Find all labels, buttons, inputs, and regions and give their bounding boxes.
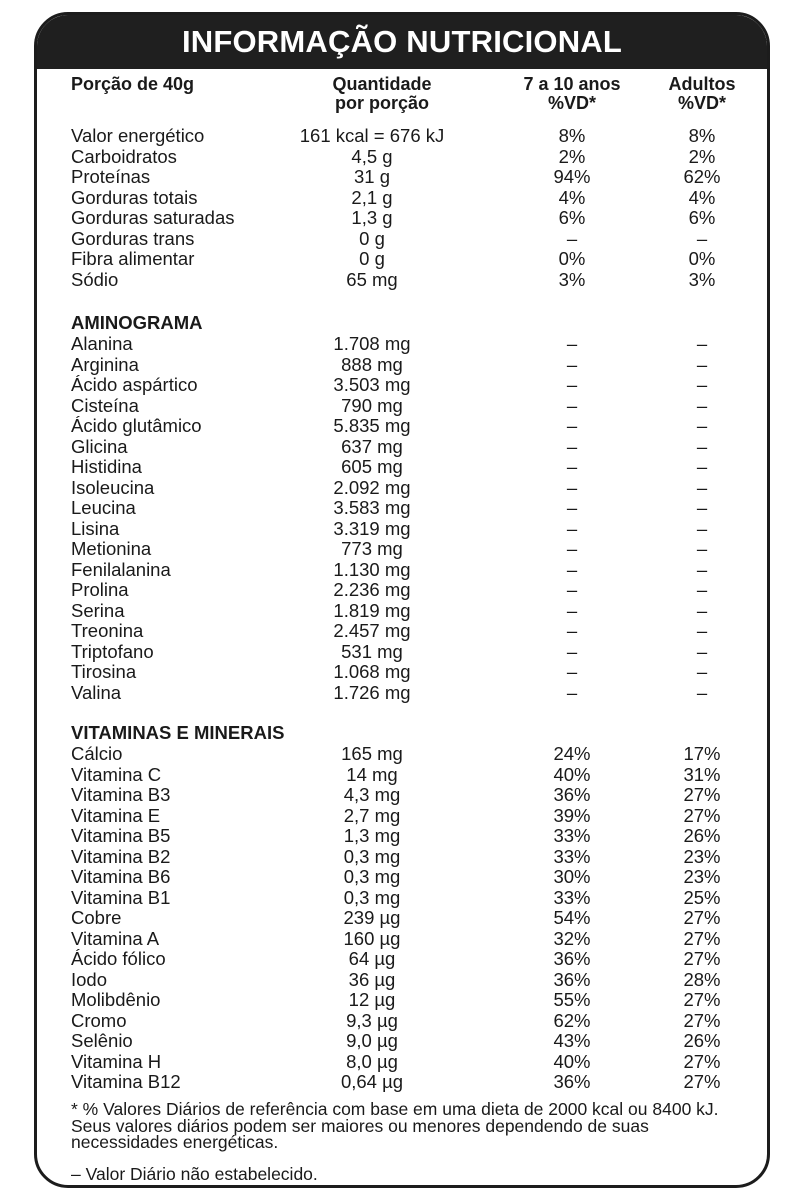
kids-dv-value: 24% — [553, 743, 591, 764]
kids-dv-value: – — [566, 456, 578, 477]
quantity-value: 36 µg — [348, 968, 396, 990]
quantity-value: 1.708 mg — [333, 333, 411, 354]
table-row — [37, 497, 767, 518]
nutrient-name: Carboidratos — [71, 145, 177, 167]
table-row — [37, 969, 767, 990]
adults-dv-value: – — [696, 394, 708, 416]
adults-dv-value: 27% — [683, 784, 721, 805]
table-row — [37, 620, 767, 641]
nutrient-name: Fenilalanina — [71, 558, 171, 580]
adults-dv-value: – — [696, 227, 708, 249]
adults-dv-value: 26% — [683, 825, 721, 846]
quantity-value: 0,3 mg — [343, 866, 401, 887]
kids-dv-value: 32% — [553, 927, 591, 949]
quantity-value: 605 mg — [341, 456, 403, 477]
adults-dv-value: 27% — [683, 1050, 721, 1072]
adults-dv-value: 27% — [683, 1009, 721, 1031]
table-row — [37, 187, 767, 208]
kids-dv-value: 40% — [553, 763, 591, 785]
quantity-header — [287, 75, 477, 113]
kids-dv-value: – — [566, 415, 578, 436]
nutrient-name: Treonina — [71, 620, 144, 641]
table-row — [37, 928, 767, 949]
adults-dv-value: – — [696, 456, 708, 477]
nutrition-facts-panel — [34, 12, 770, 1188]
adults-dv-value: 27% — [683, 989, 721, 1010]
nutrient-name: Gorduras trans — [71, 227, 195, 249]
adults-dv-header-line2: %VD* — [677, 93, 726, 113]
kids-dv-value: 54% — [553, 907, 591, 928]
table-row — [37, 661, 767, 682]
quantity-value: 9,3 µg — [346, 1009, 398, 1031]
kids-dv-value: 8% — [558, 125, 586, 146]
nutrient-name: Iodo — [71, 968, 108, 990]
quantity-value: 0,3 mg — [343, 886, 401, 908]
table-row — [37, 333, 767, 354]
table-row — [37, 415, 767, 436]
kids-dv-value: – — [566, 538, 578, 559]
kids-dv-value: 33% — [553, 886, 591, 908]
table-row — [37, 354, 767, 375]
nutrient-name: Vitamina B12 — [71, 1071, 181, 1092]
nutrient-name: Prolina — [71, 579, 129, 600]
adults-dv-value: 28% — [683, 968, 721, 990]
kids-dv-value: – — [566, 517, 578, 539]
kids-dv-value: 3% — [558, 268, 586, 290]
table-row — [37, 477, 767, 498]
kids-dv-value: 0% — [558, 248, 586, 269]
kids-dv-value: 36% — [553, 784, 591, 805]
quantity-value: 888 mg — [341, 353, 403, 375]
nutrient-name: Vitamina B2 — [71, 845, 171, 867]
adults-dv-value: – — [696, 517, 708, 539]
kids-dv-value: – — [566, 353, 578, 375]
nutrient-name: Cromo — [71, 1009, 127, 1031]
table-row — [37, 764, 767, 785]
adults-dv-value: – — [696, 435, 708, 457]
panel-title: INFORMAÇÃO NUTRICIONAL — [37, 15, 767, 69]
table-row — [37, 1071, 767, 1092]
kids-dv-value: 36% — [553, 968, 591, 990]
nutrient-name: Histidina — [71, 456, 142, 477]
table-row — [37, 125, 767, 146]
nutrient-name: Gorduras saturadas — [71, 207, 235, 228]
nutrient-name: Tirosina — [71, 661, 137, 682]
kids-dv-value: – — [566, 661, 578, 682]
adults-dv-value: – — [696, 640, 708, 662]
quantity-value: 2.236 mg — [333, 579, 411, 600]
quantity-value: 3.319 mg — [333, 517, 411, 539]
table-row — [37, 538, 767, 559]
kids-dv-value: – — [566, 435, 578, 457]
nutrient-name: Valor energético — [71, 125, 205, 146]
quantity-value: 1.819 mg — [333, 599, 411, 621]
quantity-value: 64 µg — [348, 948, 396, 969]
adults-dv-value: 6% — [688, 207, 716, 228]
adults-dv-value: 31% — [683, 763, 721, 785]
quantity-value: 3.503 mg — [333, 374, 411, 395]
adults-dv-header-line1: Adultos — [668, 74, 736, 94]
table-row — [37, 579, 767, 600]
adults-dv-value: 27% — [683, 927, 721, 949]
nutrient-name: Alanina — [71, 333, 133, 354]
nutrient-name: Proteínas — [71, 166, 151, 187]
adults-dv-value: – — [696, 681, 708, 703]
table-row — [37, 228, 767, 249]
adults-dv-value: 26% — [683, 1030, 721, 1051]
table-row — [37, 1030, 767, 1051]
adults-dv-value: 3% — [688, 268, 716, 290]
kids-dv-value: 36% — [553, 1071, 591, 1092]
kids-dv-header-line2: %VD* — [547, 93, 596, 113]
quantity-value: 2.457 mg — [333, 620, 411, 641]
kids-dv-value: 6% — [558, 207, 586, 228]
kids-dv-value: 4% — [558, 186, 586, 208]
nutrient-name: Vitamina H — [71, 1050, 162, 1072]
quantity-value: 5.835 mg — [333, 415, 411, 436]
nutrient-name: Serina — [71, 599, 125, 621]
nutrient-name: Fibra alimentar — [71, 248, 195, 269]
nutrition-table — [37, 69, 767, 1185]
quantity-value: 1,3 g — [351, 207, 393, 228]
quantity-header-line2: por porção — [334, 93, 429, 113]
kids-dv-value: – — [566, 558, 578, 580]
adults-dv-value: – — [696, 538, 708, 559]
adults-dv-value: – — [696, 374, 708, 395]
quantity-value: 239 µg — [343, 907, 401, 928]
adults-dv-value: 27% — [683, 948, 721, 969]
table-row — [37, 1051, 767, 1072]
quantity-value: 4,3 mg — [343, 784, 401, 805]
table-row — [37, 784, 767, 805]
nutrient-name: Selênio — [71, 1030, 133, 1051]
nutrient-name: Lisina — [71, 517, 120, 539]
adults-dv-value: 0% — [688, 248, 716, 269]
kids-dv-value: 62% — [553, 1009, 591, 1031]
adults-dv-value: 62% — [683, 166, 721, 187]
kids-dv-value: – — [566, 227, 578, 249]
nutrient-name: Cisteína — [71, 394, 139, 416]
quantity-value: 637 mg — [341, 435, 403, 457]
adults-dv-value: 23% — [683, 845, 721, 867]
kids-dv-value: – — [566, 579, 578, 600]
quantity-value: 8,0 µg — [346, 1050, 398, 1072]
table-row — [37, 146, 767, 167]
quantity-value: 531 mg — [341, 640, 403, 662]
kids-dv-value: – — [566, 640, 578, 662]
quantity-value: 0 g — [359, 227, 385, 249]
quantity-value: 4,5 g — [351, 145, 393, 167]
adults-dv-value: – — [696, 415, 708, 436]
adults-dv-value: 27% — [683, 907, 721, 928]
adults-dv-header — [642, 75, 762, 113]
portion-header: Porção de 40g — [71, 74, 195, 94]
nutrient-name: Vitamina E — [71, 804, 161, 826]
table-row — [37, 600, 767, 621]
adults-dv-value: – — [696, 353, 708, 375]
adults-dv-value: – — [696, 599, 708, 621]
amino-section-title: AMINOGRAMA — [71, 312, 203, 333]
table-row — [37, 682, 767, 703]
adults-dv-value: 27% — [683, 1071, 721, 1092]
nutrient-name: Metionina — [71, 538, 152, 559]
kids-dv-value: 36% — [553, 948, 591, 969]
kids-dv-header — [499, 75, 645, 113]
kids-dv-value: 33% — [553, 845, 591, 867]
adults-dv-value: 8% — [688, 125, 716, 146]
table-row — [37, 907, 767, 928]
nutrient-name: Sódio — [71, 268, 119, 290]
table-row — [37, 518, 767, 539]
adults-dv-value: 4% — [688, 186, 716, 208]
adults-dv-value: – — [696, 558, 708, 580]
nutrient-name: Triptofano — [71, 640, 154, 662]
kids-dv-value: 33% — [553, 825, 591, 846]
kids-dv-value: 40% — [553, 1050, 591, 1072]
quantity-value: 1.068 mg — [333, 661, 411, 682]
quantity-value: 2.092 mg — [333, 476, 411, 498]
quantity-value: 161 kcal = 676 kJ — [299, 125, 445, 146]
quantity-value: 790 mg — [341, 394, 403, 416]
table-row — [37, 825, 767, 846]
quantity-value: 0,64 µg — [340, 1071, 404, 1092]
table-row — [37, 456, 767, 477]
adults-dv-value: 23% — [683, 866, 721, 887]
quantity-value: 2,1 g — [351, 186, 393, 208]
nutrient-name: Vitamina A — [71, 927, 160, 949]
quantity-value: 0 g — [359, 248, 385, 269]
table-row — [37, 436, 767, 457]
quantity-value: 0,3 mg — [343, 845, 401, 867]
nutrient-name: Ácido fólico — [71, 948, 166, 969]
quantity-value: 31 g — [353, 166, 390, 187]
nutrient-name: Molibdênio — [71, 989, 161, 1010]
adults-dv-value: 25% — [683, 886, 721, 908]
kids-dv-value: – — [566, 333, 578, 354]
nutrient-name: Cobre — [71, 907, 122, 928]
kids-dv-value: 94% — [553, 166, 591, 187]
table-row — [37, 887, 767, 908]
nutrient-name: Vitamina B3 — [71, 784, 171, 805]
table-row — [37, 269, 767, 290]
kids-dv-value: – — [566, 620, 578, 641]
kids-dv-value: – — [566, 599, 578, 621]
quantity-value: 3.583 mg — [333, 497, 411, 518]
nutrient-name: Valina — [71, 681, 122, 703]
table-row — [37, 989, 767, 1010]
table-row — [37, 1010, 767, 1031]
nutrient-name: Vitamina B5 — [71, 825, 171, 846]
quantity-value: 1.726 mg — [333, 681, 411, 703]
table-row — [37, 395, 767, 416]
nutrient-name: Ácido aspártico — [71, 374, 198, 395]
nutrient-name: Glicina — [71, 435, 128, 457]
table-row — [37, 866, 767, 887]
nutrient-name: Leucina — [71, 497, 136, 518]
kids-dv-value: 55% — [553, 989, 591, 1010]
table-row — [37, 374, 767, 395]
table-row — [37, 846, 767, 867]
adults-dv-value: – — [696, 620, 708, 641]
adults-dv-value: – — [696, 661, 708, 682]
table-row — [37, 641, 767, 662]
table-row — [37, 559, 767, 580]
adults-dv-value: – — [696, 333, 708, 354]
table-row — [37, 743, 767, 764]
adults-dv-value: – — [696, 579, 708, 600]
table-row — [37, 248, 767, 269]
table-row — [37, 805, 767, 826]
nutrient-name: Isoleucina — [71, 476, 155, 498]
kids-dv-value: 30% — [553, 866, 591, 887]
footnote-not-established: – Valor Diário não estabelecido. — [71, 1164, 318, 1184]
nutrient-name: Cálcio — [71, 743, 123, 764]
kids-dv-value: – — [566, 681, 578, 703]
adults-dv-value: – — [696, 476, 708, 498]
footnote-reference: * % Valores Diários de referência com base em uma dieta de 2000 kcal ou 8400 kJ. Seus valores diários podem ser maiores ou menores dependendo de suas necessidades energéticas. — [71, 1099, 719, 1152]
quantity-value: 9,0 µg — [346, 1030, 398, 1051]
vitamins-section-title: VITAMINAS E MINERAIS — [71, 722, 285, 743]
adults-dv-value: – — [696, 497, 708, 518]
nutrient-name: Vitamina B6 — [71, 866, 171, 887]
adults-dv-value: 27% — [683, 804, 721, 826]
table-row — [37, 166, 767, 187]
kids-dv-value: – — [566, 374, 578, 395]
quantity-value: 160 µg — [343, 927, 401, 949]
kids-dv-value: – — [566, 497, 578, 518]
kids-dv-value: 39% — [553, 804, 591, 826]
quantity-value: 773 mg — [341, 538, 403, 559]
nutrient-name: Vitamina B1 — [71, 886, 171, 908]
nutrient-name: Vitamina C — [71, 763, 162, 785]
quantity-value: 65 mg — [346, 268, 398, 290]
table-row — [37, 948, 767, 969]
quantity-value: 1,3 mg — [343, 825, 401, 846]
adults-dv-value: 2% — [688, 145, 716, 167]
kids-dv-header-line1: 7 a 10 anos — [523, 74, 621, 94]
quantity-value: 14 mg — [346, 763, 398, 785]
adults-dv-value: 17% — [683, 743, 721, 764]
kids-dv-value: 43% — [553, 1030, 591, 1051]
kids-dv-value: 2% — [558, 145, 586, 167]
quantity-value: 1.130 mg — [333, 558, 411, 580]
nutrient-name: Ácido glutâmico — [71, 415, 202, 436]
quantity-value: 12 µg — [348, 989, 396, 1010]
kids-dv-value: – — [566, 394, 578, 416]
table-row — [37, 207, 767, 228]
quantity-header-line1: Quantidade — [332, 74, 432, 94]
kids-dv-value: – — [566, 476, 578, 498]
quantity-value: 165 mg — [341, 743, 403, 764]
nutrient-name: Gorduras totais — [71, 186, 198, 208]
nutrient-name: Arginina — [71, 353, 139, 375]
quantity-value: 2,7 mg — [343, 804, 401, 826]
